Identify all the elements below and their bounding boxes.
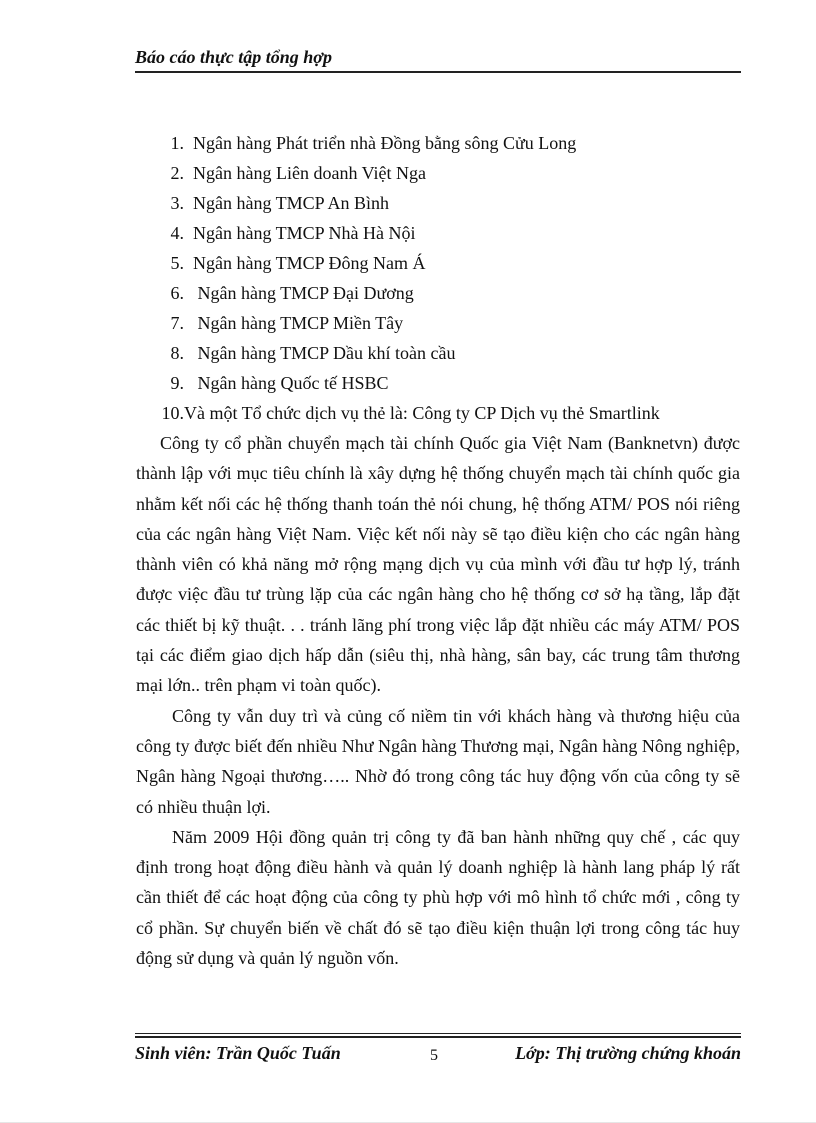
list-item-number: 4. [170, 223, 184, 243]
list-item-number: 10. [161, 403, 184, 423]
page-content [136, 128, 740, 973]
list-item-number: 3. [170, 193, 184, 213]
class-label: Lớp: Thị trường chứng khoán [515, 1043, 741, 1063]
list-item [136, 278, 740, 308]
list-item-text: Ngân hàng TMCP Đại Dương [197, 283, 414, 303]
header-divider [135, 71, 741, 73]
list-item-text: Ngân hàng Liên doanh Việt Nga [193, 163, 427, 183]
list-item-text: Và một Tổ chức dịch vụ thẻ là: Công ty CP Dịch vụ thẻ Smartlink [184, 403, 660, 423]
page-footer [135, 1033, 741, 1073]
list-item [136, 128, 740, 158]
list-item-text: Ngân hàng TMCP Nhà Hà Nội [193, 223, 416, 243]
page-number: 5 [430, 1047, 438, 1064]
list-item-number: 8. [170, 343, 184, 363]
list-item-number: 7. [170, 313, 184, 333]
list-item-number: 6. [170, 283, 184, 303]
list-item-number: 2. [170, 163, 184, 183]
list-item [136, 248, 740, 278]
page-header [135, 46, 741, 74]
list-item-number: 9. [170, 373, 184, 393]
list-item [136, 368, 740, 398]
bank-list [136, 128, 740, 428]
footer-divider [135, 1033, 741, 1034]
list-item-text: Ngân hàng Phát triển nhà Đồng bằng sông Cửu Long [193, 133, 577, 153]
list-item [136, 338, 740, 368]
list-item-text: Ngân hàng TMCP Dầu khí toàn cầu [197, 343, 456, 363]
list-item [136, 308, 740, 338]
list-item [136, 188, 740, 218]
list-item-text: Ngân hàng TMCP Đông Nam Á [193, 253, 426, 273]
list-item [136, 398, 740, 428]
list-item-text: Ngân hàng Quốc tế HSBC [197, 373, 389, 393]
list-item-text: Ngân hàng TMCP An Bình [193, 193, 390, 213]
footer-divider [135, 1036, 741, 1038]
body-paragraph: Công ty vẫn duy trì và củng cố niềm tin với khách hàng và thương hiệu của công ty được biết đến nhiều Như Ngân hàng Thương mại, Ngân hàng Nông nghiệp, Ngân hàng Ngoại thương….. Nhờ đó trong công tác huy động vốn của công ty sẽ có nhiều thuận lợi. [136, 705, 740, 817]
list-item-number: 1. [170, 133, 184, 153]
list-item-text: Ngân hàng TMCP Miền Tây [197, 313, 404, 333]
report-title: Báo cáo thực tập tổng hợp [135, 47, 332, 67]
list-item [136, 158, 740, 188]
body-paragraph: Công ty cổ phần chuyển mạch tài chính Quốc gia Việt Nam (Banknetvn) được thành lập với mục tiêu chính là xây dựng hệ thống chuyển mạch tài chính quốc gia nhằm kết nối các hệ thống thanh toán thẻ nói chung, hệ thống ATM/ POS nói riêng của các ngân hàng Việt Nam. Việc kết nối này sẽ tạo điều kiện cho các ngân hàng thành viên có khả năng mở rộng mạng dịch vụ của mình với đầu tư hợp lý, tránh được việc đầu tư trùng lặp của các ngân hàng cho hệ thống cơ sở hạ tầng, lắp đặt các thiết bị kỹ thuật. . . tránh lãng phí trong việc lắp đặt nhiều các máy ATM/ POS tại các điểm giao dịch hấp dẫn (siêu thị, nhà hàng, sân bay, các trung tâm thương mại lớn.. trên phạm vi toàn quốc). [136, 433, 740, 696]
body-paragraph: Năm 2009 Hội đồng quản trị công ty đã ban hành những quy chế , các quy định trong hoạt động điều hành và quản lý doanh nghiệp là hành lang pháp lý rất cần thiết để các hoạt động của công ty phù hợp với mô hình tổ chức mới , công ty cổ phần. Sự chuyển biến về chất đó sẽ tạo điều kiện thuận lợi trong công tác huy động sử dụng và quản lý nguồn vốn. [136, 826, 740, 969]
list-item [136, 218, 740, 248]
list-item-number: 5. [170, 253, 184, 273]
student-name: Sinh viên: Trần Quốc Tuấn [135, 1043, 341, 1063]
